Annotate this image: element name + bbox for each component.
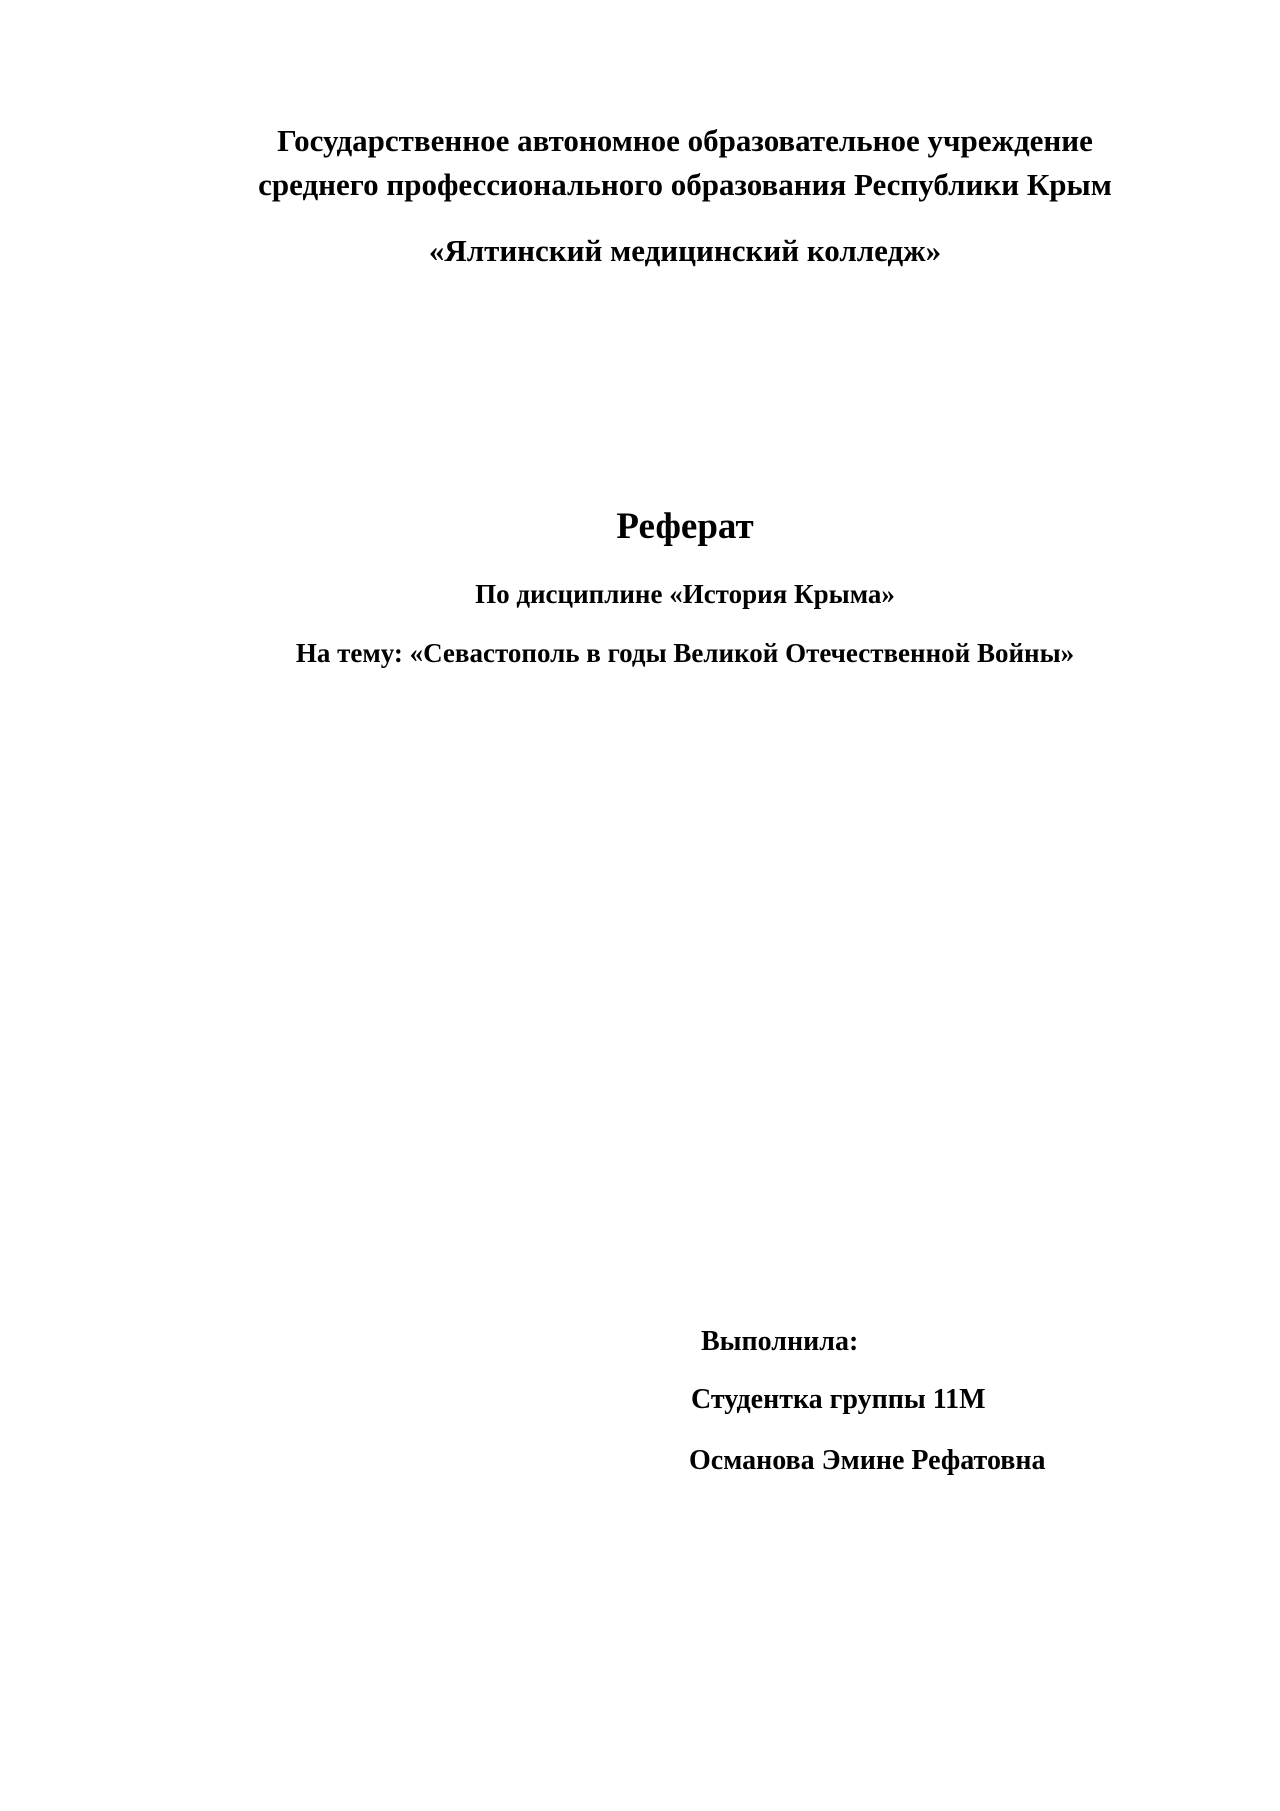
performed-by-label: Выполнила: bbox=[701, 1326, 859, 1357]
document-title: Реферат bbox=[616, 506, 754, 547]
student-name: Османова Эмине Рефатовна bbox=[689, 1445, 1046, 1476]
discipline-line: По дисциплине «История Крыма» bbox=[475, 579, 895, 609]
student-group: Студентка группы 11М bbox=[691, 1384, 986, 1415]
college-name: «Ялтинский медицинский колледж» bbox=[428, 233, 942, 268]
institution-line-2: среднего профессионального образования Республики Крым bbox=[258, 167, 1112, 202]
topic-line: На тему: «Севастополь в годы Великой Отечественной Войны» bbox=[295, 638, 1075, 668]
institution-line-1: Государственное автономное образовательное учреждение bbox=[277, 123, 1093, 158]
